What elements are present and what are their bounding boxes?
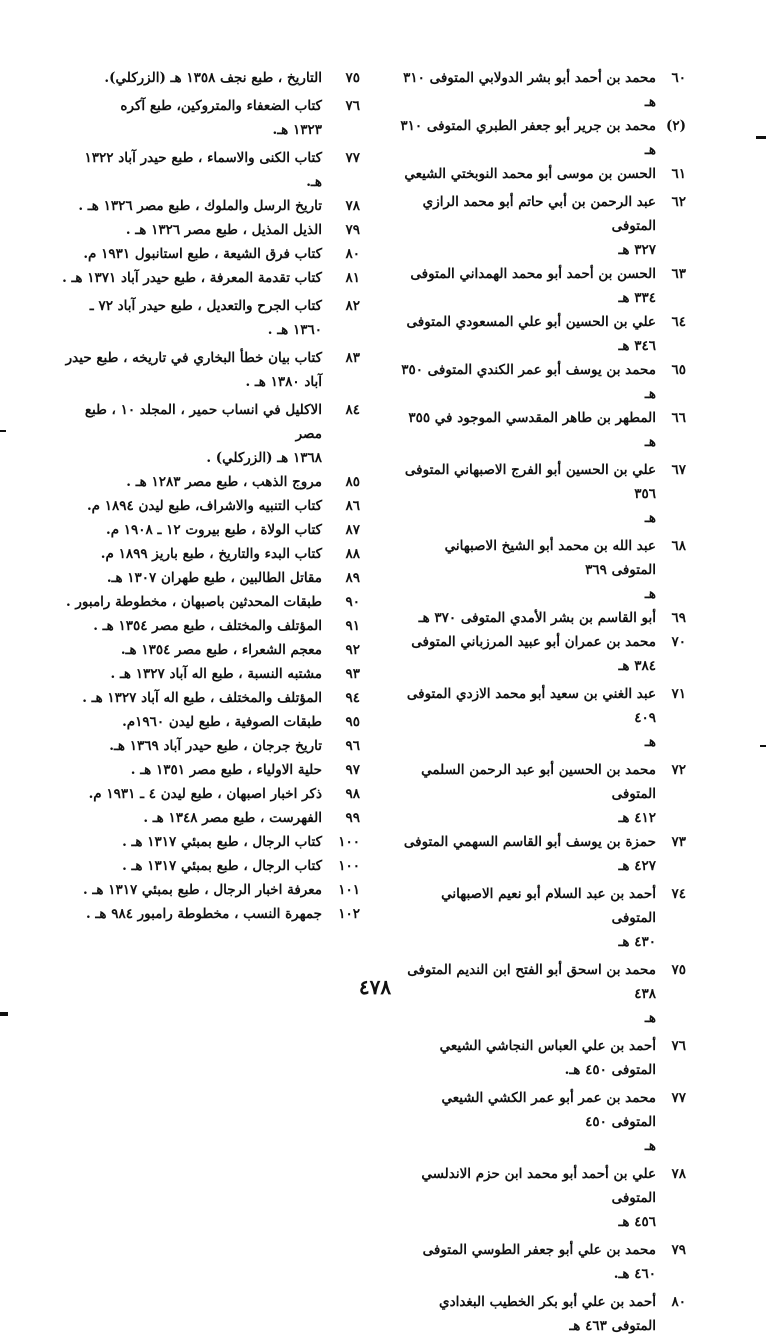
- list-item: [396, 406, 686, 454]
- right-column-author-list: [396, 66, 686, 1338]
- item-text-line: مشتبه النسبة ، طبع اله آباد ١٣٢٧ هـ .: [110, 666, 322, 682]
- item-text-line: ٤١٢ هـ: [618, 810, 656, 826]
- item-number: ٩٥: [345, 714, 360, 730]
- item-text-line: هـ: [644, 510, 656, 526]
- item-number: ٨٦: [345, 498, 360, 514]
- item-text-line: محمد بن يوسف أبو عمر الكندي المتوفى ٣٥٠ هـ: [401, 362, 656, 402]
- list-item: [396, 358, 686, 406]
- item-number: ٧٠: [671, 634, 686, 650]
- item-number: ٩٤: [345, 690, 360, 706]
- item-number: ٨٥: [345, 474, 360, 490]
- item-text: [60, 398, 322, 470]
- item-text-line: كتاب التنبيه والاشراف، طبع ليدن ١٨٩٤ م.: [86, 498, 322, 514]
- margin-mark: [0, 430, 6, 432]
- item-text-line: ٤٦٠ هـ.: [613, 1266, 656, 1282]
- list-item: [60, 854, 360, 878]
- item-text: [60, 346, 322, 394]
- list-item: [60, 66, 360, 90]
- item-text-line: طبقات المحدثين باصبهان ، مخطوطة رامبور .: [65, 594, 322, 610]
- item-text: [60, 902, 322, 926]
- item-text: [60, 878, 322, 902]
- item-number: ٩١: [345, 618, 360, 634]
- item-text: [60, 94, 322, 142]
- item-text: [396, 358, 656, 406]
- item-number: ٧٥: [671, 962, 686, 978]
- list-item: [396, 758, 686, 830]
- item-text: [60, 294, 322, 342]
- list-item: [60, 398, 360, 470]
- item-number: ٨٨: [345, 546, 360, 562]
- item-number: ٧١: [671, 686, 686, 702]
- item-text-line: الاكليل في انساب حمير ، المجلد ١٠ ، طبع مصر: [84, 402, 322, 442]
- item-number: ٦٨: [671, 538, 686, 554]
- margin-mark: [760, 745, 766, 747]
- item-number: ٧٩: [671, 1242, 686, 1258]
- item-number: ٦٤: [671, 314, 686, 330]
- item-text-line: علي بن الحسين أبو علي المسعودي المتوفى ٣٤٦ هـ: [406, 314, 656, 354]
- item-text: [396, 758, 656, 830]
- item-text-line: ١٣٦٠ هـ .: [267, 322, 322, 338]
- list-item: [60, 830, 360, 854]
- item-text-line: ٤٣٠ هـ: [618, 934, 656, 950]
- item-text: [60, 242, 322, 266]
- item-number: ١٠٠: [338, 834, 360, 850]
- item-number: ٧٥: [345, 70, 360, 86]
- item-text: [396, 882, 656, 954]
- item-text-line: كتاب الرجال ، طبع بمبئي ١٣١٧ هـ .: [122, 858, 322, 874]
- item-number: ١٠١: [338, 882, 360, 898]
- item-text-line: محمد بن عمران أبو عبيد المرزباني المتوفى ٣٨٤ هـ: [411, 634, 656, 674]
- list-item: [60, 878, 360, 902]
- list-item: [60, 194, 360, 218]
- list-item: [396, 190, 686, 262]
- item-text: [60, 806, 322, 830]
- list-item: [396, 310, 686, 358]
- item-number: ٨٧: [345, 522, 360, 538]
- item-text: [60, 266, 322, 290]
- item-text: [396, 458, 656, 530]
- item-text-line: علي بن الحسين أبو الفرج الاصبهاني المتوفى ٣٥٦: [404, 462, 656, 502]
- list-item: [60, 542, 360, 566]
- item-text-line: محمد بن علي أبو جعفر الطوسي المتوفى: [422, 1242, 656, 1258]
- item-number: ٩٧: [345, 762, 360, 778]
- list-item: [60, 686, 360, 710]
- list-item: [60, 782, 360, 806]
- item-number: ٩٣: [345, 666, 360, 682]
- item-text-line: ذكر اخبار اصبهان ، طبع ليدن ٤ ـ ١٩٣١ م.: [88, 786, 322, 802]
- item-text: [60, 854, 322, 878]
- item-text-line: أحمد بن علي أبو بكر الخطيب البغدادي: [439, 1294, 656, 1310]
- item-text-line: كتاب تقدمة المعرفة ، طبع حيدر آباد ١٣٧١ هـ .: [62, 270, 322, 286]
- item-text: [60, 590, 322, 614]
- item-text: [396, 958, 656, 1030]
- item-number: ٦٠: [671, 70, 686, 86]
- list-item: [60, 146, 360, 194]
- item-text: [396, 262, 656, 310]
- item-text-line: الفهرست ، طبع مصر ١٣٤٨ هـ .: [143, 810, 322, 826]
- item-text-line: كتاب الكنى والاسماء ، طبع حيدر آباد ١٣٢٢: [84, 150, 322, 166]
- list-item: [396, 458, 686, 530]
- item-text: [60, 686, 322, 710]
- item-text: [396, 682, 656, 754]
- list-item: [60, 470, 360, 494]
- item-number: ٨٢: [345, 298, 360, 314]
- list-item: [396, 1238, 686, 1286]
- list-item: [60, 346, 360, 394]
- item-text-line: المطهر بن طاهر المقدسي الموجود في ٣٥٥ هـ: [408, 410, 656, 450]
- item-text-line: المؤتلف والمختلف ، طبع مصر ١٣٥٤ هـ .: [93, 618, 322, 634]
- item-text-line: علي بن أحمد أبو محمد ابن حزم الاندلسي المتوفى: [421, 1166, 656, 1206]
- item-text: [396, 1238, 656, 1286]
- margin-mark: [756, 136, 766, 139]
- list-item: [60, 218, 360, 242]
- list-item: [60, 294, 360, 342]
- list-item: [60, 518, 360, 542]
- item-number: ٧٤: [671, 886, 686, 902]
- item-text-line: عبد الغني بن سعيد أبو محمد الازدي المتوفى ٤٠٩: [406, 686, 656, 726]
- list-item: [60, 590, 360, 614]
- item-text-line: المؤتلف والمختلف ، طبع اله آباد ١٣٢٧ هـ .: [82, 690, 322, 706]
- item-text: [60, 734, 322, 758]
- item-text-line: هـ: [644, 586, 656, 602]
- item-text: [60, 66, 322, 90]
- item-number: ٧٧: [671, 1090, 686, 1106]
- list-item: [60, 734, 360, 758]
- list-item: [60, 242, 360, 266]
- item-text-line: عبد الله بن محمد أبو الشيخ الاصبهاني المتوفى ٣٦٩: [444, 538, 656, 578]
- list-item: [60, 758, 360, 782]
- page-number: ٤٧٨: [358, 975, 392, 999]
- item-text-line: ٣٢٧ هـ: [618, 242, 656, 258]
- item-text-line: أحمد بن علي العباس النجاشي الشيعي: [439, 1038, 656, 1054]
- list-item: [396, 162, 686, 186]
- item-number: ٩٨: [345, 786, 360, 802]
- item-text-line: كتاب الجرح والتعديل ، طبع حيدر آباد ٧٢ ـ: [89, 298, 322, 314]
- list-item: [60, 266, 360, 290]
- item-number: ٦٩: [671, 610, 686, 626]
- item-text: [396, 190, 656, 262]
- item-number: ٧٣: [671, 834, 686, 850]
- item-number: ١٠٠: [338, 858, 360, 874]
- item-number: ٧٦: [345, 98, 360, 114]
- item-text-line: كتاب الرجال ، طبع بمبئي ١٣١٧ هـ .: [122, 834, 322, 850]
- item-text-line: الحسن بن أحمد أبو محمد الهمداني المتوفى ٣٣٤ هـ: [410, 266, 656, 306]
- item-number: ٨٣: [345, 350, 360, 366]
- item-number: ٨٠: [345, 246, 360, 262]
- item-text-line: الذيل المذيل ، طبع مصر ١٣٢٦ هـ .: [125, 222, 322, 238]
- item-text-line: هـ: [644, 1010, 656, 1026]
- item-text-line: ٤٥٦ هـ: [618, 1214, 656, 1230]
- item-number: ٧٨: [671, 1166, 686, 1182]
- margin-mark: [0, 1012, 8, 1016]
- item-text: [396, 1086, 656, 1158]
- list-item: [396, 1162, 686, 1234]
- item-number: ٧٢: [671, 762, 686, 778]
- item-text: [60, 146, 322, 194]
- item-number: ٩٦: [345, 738, 360, 754]
- item-text: [396, 606, 656, 630]
- item-text: [60, 218, 322, 242]
- item-text-line: كتاب بيان خطأ البخاري في تاريخه ، طبع حيدر: [65, 350, 322, 366]
- list-item: [60, 638, 360, 662]
- item-number: ٧٩: [345, 222, 360, 238]
- list-item: [60, 94, 360, 142]
- item-number: ٨٠: [671, 1294, 686, 1310]
- list-item: [396, 534, 686, 606]
- item-number: ٦٢: [671, 194, 686, 210]
- list-item: [396, 1086, 686, 1158]
- item-text: [60, 566, 322, 590]
- item-number: ٧٦: [671, 1038, 686, 1054]
- item-text-line: كتاب الضعفاء والمتروكين، طبع آكره: [120, 98, 322, 114]
- item-text: [60, 782, 322, 806]
- list-item: [60, 566, 360, 590]
- item-number: ٨١: [345, 270, 360, 286]
- list-item: [396, 830, 686, 878]
- list-item: [396, 262, 686, 310]
- item-text-line: عبد الرحمن بن أبي حاتم أبو محمد الرازي المتوفى: [422, 194, 656, 234]
- item-number: ٦٥: [671, 362, 686, 378]
- item-number: ٦٧: [671, 462, 686, 478]
- item-text-line: المتوفى ٤٥٠ هـ.: [564, 1062, 656, 1078]
- item-text-line: أحمد بن عبد السلام أبو نعيم الاصبهاني المتوفى: [441, 886, 656, 926]
- item-text-line: محمد بن عمر أبو عمر الكشي الشيعي المتوفى ٤٥٠: [441, 1090, 656, 1130]
- item-text-line: التاريخ ، طبع نجف ١٣٥٨ هـ (الزركلي).: [104, 70, 322, 86]
- item-text-line: معجم الشعراء ، طبع مصر ١٣٥٤ هـ.: [120, 642, 322, 658]
- item-text: [396, 1034, 656, 1082]
- list-item: [60, 494, 360, 518]
- item-text: [60, 638, 322, 662]
- item-text-line: هـ.: [306, 174, 322, 190]
- item-text-line: ١٣٦٨ هـ (الزركلي) .: [206, 450, 322, 466]
- item-text: [60, 470, 322, 494]
- item-number: (٢): [665, 118, 686, 134]
- list-item: [396, 630, 686, 678]
- item-text-line: هـ: [644, 1138, 656, 1154]
- item-text: [60, 614, 322, 638]
- item-text-line: جمهرة النسب ، مخطوطة رامبور ٩٨٤ هـ .: [86, 906, 322, 922]
- item-text: [396, 162, 656, 186]
- item-text-line: معرفة اخبار الرجال ، طبع بمبئي ١٣١٧ هـ .: [83, 882, 322, 898]
- list-item: [396, 882, 686, 954]
- item-text: [396, 1290, 656, 1338]
- item-text: [396, 830, 656, 878]
- item-text: [60, 830, 322, 854]
- list-item: [396, 958, 686, 1030]
- item-number: ٦٦: [671, 410, 686, 426]
- list-item: [60, 806, 360, 830]
- item-text: [396, 534, 656, 606]
- item-text: [396, 1162, 656, 1234]
- item-text: [396, 114, 656, 162]
- item-text-line: المتوفى ٤٦٣ هـ: [569, 1318, 656, 1334]
- list-item: [396, 114, 686, 162]
- item-text-line: مروج الذهب ، طبع مصر ١٢٨٣ هـ .: [126, 474, 322, 490]
- item-number: ٨٤: [345, 402, 360, 418]
- list-item: [60, 614, 360, 638]
- item-text-line: محمد بن الحسين أبو عبد الرحمن السلمي المتوفى: [421, 762, 656, 802]
- item-text: [60, 494, 322, 518]
- item-text: [60, 542, 322, 566]
- item-number: ٦١: [671, 166, 686, 182]
- item-text-line: طبقات الصوفية ، طبع ليدن ١٩٦٠م.: [122, 714, 322, 730]
- item-text-line: ١٣٢٣ هـ.: [272, 122, 322, 138]
- item-number: ٧٧: [345, 150, 360, 166]
- item-text-line: كتاب البدء والتاريخ ، طبع باريز ١٨٩٩ م.: [100, 546, 322, 562]
- item-text: [60, 710, 322, 734]
- item-text-line: أبو القاسم بن بشر الأمدي المتوفى ٣٧٠ هـ: [418, 610, 656, 626]
- list-item: [396, 1034, 686, 1082]
- item-number: ٦٣: [671, 266, 686, 282]
- item-text-line: كتاب فرق الشيعة ، طبع استانبول ١٩٣١ م.: [83, 246, 322, 262]
- item-text: [396, 406, 656, 454]
- item-text-line: كتاب الولاة ، طبع بيروت ١٢ ـ ١٩٠٨ م.: [106, 522, 322, 538]
- item-text: [396, 66, 656, 114]
- list-item: [396, 682, 686, 754]
- item-number: ١٠٢: [338, 906, 360, 922]
- list-item: [60, 902, 360, 926]
- item-text-line: محمد بن جرير أبو جعفر الطبري المتوفى ٣١٠ هـ: [400, 118, 656, 158]
- item-text-line: هـ: [644, 734, 656, 750]
- item-text: [396, 630, 656, 678]
- item-text-line: محمد بن اسحق أبو الفتح ابن النديم المتوفى ٤٣٨: [407, 962, 656, 1002]
- item-text-line: تاريخ الرسل والملوك ، طبع مصر ١٣٢٦ هـ .: [78, 198, 322, 214]
- list-item: [396, 66, 686, 114]
- item-text-line: حلية الاولياء ، طبع مصر ١٣٥١ هـ .: [130, 762, 322, 778]
- item-text: [60, 662, 322, 686]
- left-column-book-list: [60, 66, 360, 926]
- list-item: [396, 1290, 686, 1338]
- item-text: [396, 310, 656, 358]
- list-item: [60, 710, 360, 734]
- list-item: [396, 606, 686, 630]
- item-text-line: محمد بن أحمد أبو بشر الدولابي المتوفى ٣١٠ هـ: [403, 70, 656, 110]
- item-number: ٩٠: [345, 594, 360, 610]
- item-text: [60, 758, 322, 782]
- item-text-line: مقاتل الطالبين ، طبع طهران ١٣٠٧ هـ.: [106, 570, 322, 586]
- item-text-line: حمزة بن يوسف أبو القاسم السهمي المتوفى ٤٢٧ هـ: [403, 834, 656, 874]
- list-item: [60, 662, 360, 686]
- item-text: [60, 194, 322, 218]
- item-number: ٩٩: [345, 810, 360, 826]
- item-text: [60, 518, 322, 542]
- item-text-line: تاريخ جرجان ، طبع حيدر آباد ١٣٦٩ هـ.: [109, 738, 322, 754]
- item-text-line: آباد ١٣٨٠ هـ .: [245, 374, 322, 390]
- item-text-line: الحسن بن موسى أبو محمد النوبختي الشيعي: [404, 166, 656, 182]
- item-number: ٩٢: [345, 642, 360, 658]
- item-number: ٨٩: [345, 570, 360, 586]
- item-number: ٧٨: [345, 198, 360, 214]
